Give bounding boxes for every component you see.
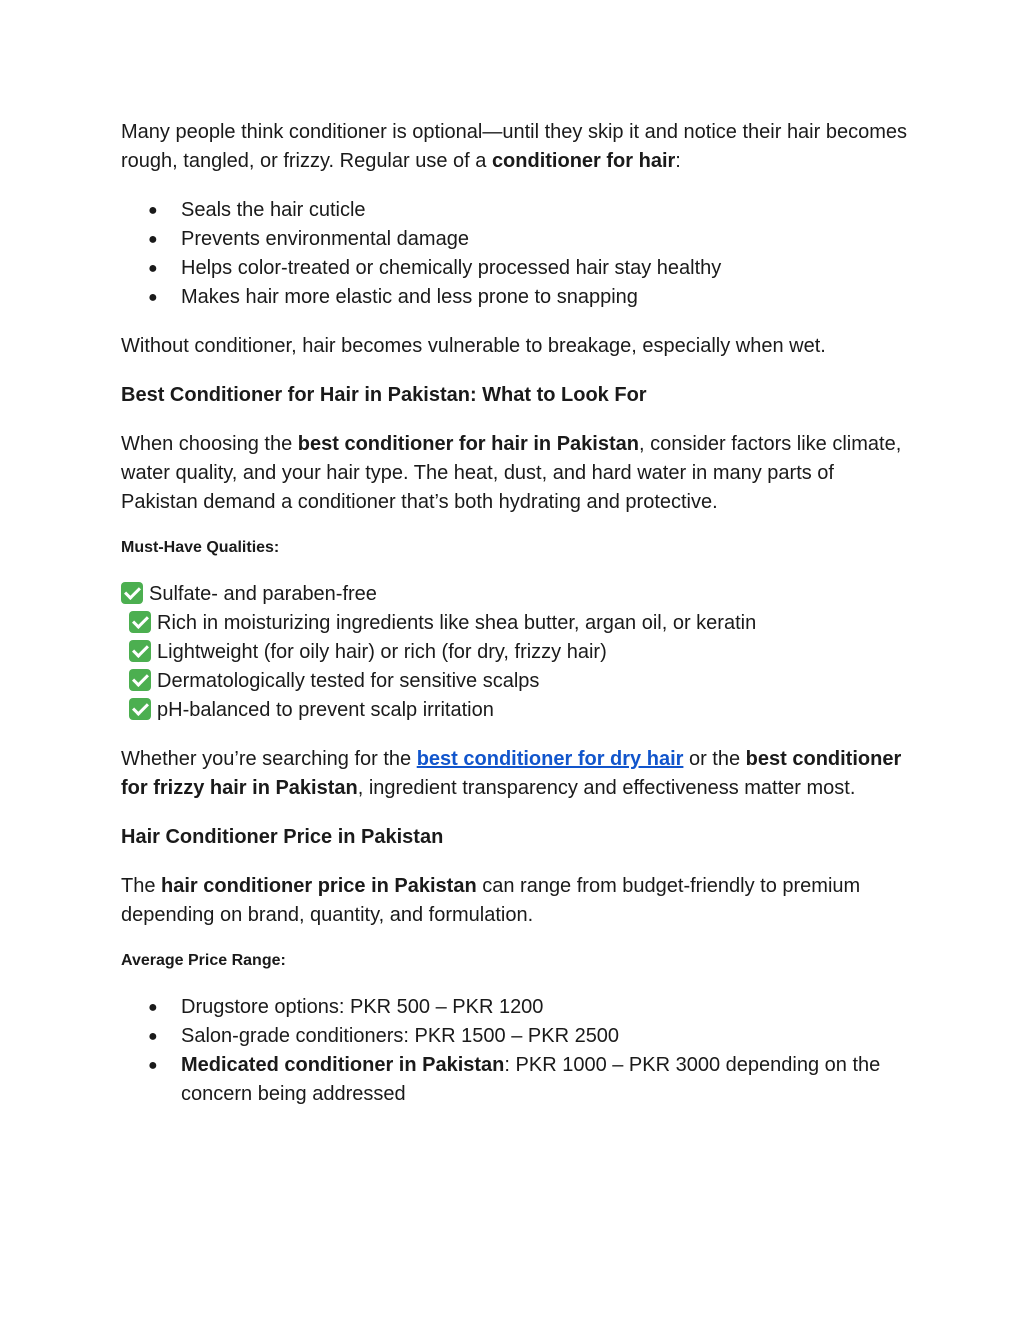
whether-bold-term: best conditioner for frizzy hair in Pakistan	[121, 748, 902, 799]
intro-text: Many people think conditioner is optional—until they skip it and notice their hair becomes rough, tangled, or frizzy. Regular use of a	[121, 121, 907, 172]
subheading-average-price-range: Average Price Range:	[121, 952, 286, 969]
bullet-icon: ●	[148, 289, 158, 306]
list-item	[121, 667, 911, 696]
whether-paragraph	[121, 745, 911, 803]
list-item	[121, 196, 911, 225]
list-item-text: Drugstore options: PKR 500 – PKR 1200	[181, 996, 544, 1018]
list-item	[121, 580, 911, 609]
price-list	[121, 993, 911, 1109]
subheading-must-have-qualities: Must-Have Qualities:	[121, 539, 280, 556]
list-item	[121, 993, 911, 1022]
bullet-icon: ●	[148, 260, 158, 277]
list-item-text: Helps color-treated or chemically processed hair stay healthy	[181, 257, 722, 279]
bullet-icon: ●	[148, 202, 158, 219]
list-item-text: Salon-grade conditioners: PKR 1500 – PKR 2500	[181, 1025, 620, 1047]
list-item-text: Prevents environmental damage	[181, 228, 469, 250]
list-item-text: : PKR 1000 – PKR 3000 depending on the concern being addressed	[181, 1054, 881, 1105]
check-mark-button-icon	[129, 698, 151, 720]
list-item	[121, 283, 911, 312]
price-text: The	[121, 875, 162, 897]
benefits-list	[121, 196, 911, 312]
whether-text-mid: or the	[683, 748, 746, 770]
list-item	[121, 1022, 911, 1051]
choosing-bold-term: best conditioner for hair in Pakistan	[297, 433, 639, 455]
price-paragraph	[121, 872, 911, 930]
qualities-list	[121, 580, 911, 725]
bullet-icon: ●	[148, 231, 158, 248]
list-item	[121, 638, 911, 667]
without-conditioner-paragraph: Without conditioner, hair becomes vulnerable to breakage, especially when wet.	[121, 335, 826, 357]
price-text-end: can range from budget-friendly to premium depending on brand, quantity, and formulation.	[121, 875, 861, 926]
price-bold-term: hair conditioner price in Pakistan	[161, 875, 477, 897]
choosing-text-end: , consider factors like climate, water quality, and your hair type. The heat, dust, and hard water in many parts of Pakistan demand a conditioner that’s both hydrating and protective.	[121, 433, 902, 513]
list-item	[121, 225, 911, 254]
list-item-text: Makes hair more elastic and less prone to snapping	[181, 286, 638, 308]
list-item-text: Seals the hair cuticle	[181, 199, 366, 221]
choosing-text: When choosing the	[121, 433, 298, 455]
list-item-text: Lightweight (for oily hair) or rich (for dry, frizzy hair)	[157, 641, 607, 663]
bullet-icon: ●	[148, 1057, 158, 1074]
whether-text-end: , ingredient transparency and effectiveness matter most.	[357, 777, 856, 799]
list-item-text: pH-balanced to prevent scalp irritation	[157, 699, 494, 721]
section-heading-price: Hair Conditioner Price in Pakistan	[121, 826, 444, 848]
list-item	[121, 696, 911, 725]
whether-text: Whether you’re searching for the	[121, 748, 417, 770]
list-item-bold: Medicated conditioner in Pakistan	[181, 1054, 505, 1076]
list-item	[121, 254, 911, 283]
list-item-text: Rich in moisturizing ingredients like shea butter, argan oil, or keratin	[157, 612, 757, 634]
bullet-icon: ●	[148, 999, 158, 1016]
list-item	[121, 1051, 911, 1109]
choosing-paragraph	[121, 430, 911, 517]
intro-text-end: :	[675, 150, 681, 172]
list-item-text: Sulfate- and paraben-free	[149, 583, 377, 605]
check-mark-button-icon	[129, 611, 151, 633]
intro-paragraph	[121, 118, 911, 176]
intro-bold-term: conditioner for hair	[491, 150, 676, 172]
check-mark-button-icon	[129, 640, 151, 662]
check-mark-button-icon	[121, 582, 143, 604]
list-item-text: Dermatologically tested for sensitive scalps	[157, 670, 540, 692]
section-heading-what-to-look-for: Best Conditioner for Hair in Pakistan: What to Look For	[121, 384, 647, 406]
best-conditioner-dry-hair-link[interactable]: best conditioner for dry hair	[416, 748, 684, 770]
list-item	[121, 609, 911, 638]
document-page	[121, 118, 911, 1129]
check-mark-button-icon	[129, 669, 151, 691]
bullet-icon: ●	[148, 1028, 158, 1045]
